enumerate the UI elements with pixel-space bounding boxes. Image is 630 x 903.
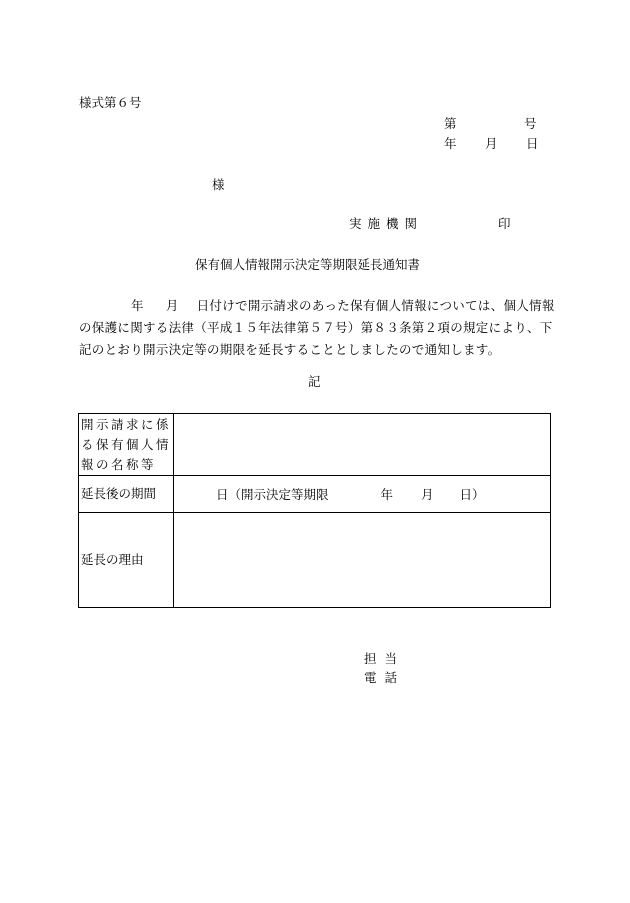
seal-label: 印 bbox=[498, 216, 511, 231]
period-end: 日） bbox=[459, 487, 485, 502]
date-year: 年 bbox=[444, 136, 457, 151]
period-year: 年 bbox=[380, 487, 394, 502]
period-month: 月 bbox=[421, 487, 434, 502]
body-year: 年 bbox=[131, 298, 144, 313]
period-value bbox=[174, 476, 551, 513]
form-number: 様式第６号 bbox=[79, 95, 142, 110]
table-row-name bbox=[79, 414, 551, 476]
doc-number-prefix: 第 bbox=[444, 116, 457, 131]
period-day: 日（開示決定等期限 bbox=[216, 487, 329, 502]
document-title: 保有個人情報開示決定等期限延長通知書 bbox=[195, 257, 421, 272]
agency-label: 実施機関 bbox=[349, 216, 424, 231]
table-row-reason bbox=[79, 513, 551, 608]
doc-number-suffix: 号 bbox=[524, 116, 537, 131]
table-row-period bbox=[79, 476, 551, 513]
body-paragraph: 日付けで開示請求のあった保有個人情報については、個人情報の保護に関する法律（平成１５年法律第５７号）第８３条第２項の規定により、下記のとおり開示決定等の期限を延長することとしましたので通知します。 bbox=[79, 298, 555, 357]
body-text bbox=[79, 295, 557, 361]
contact-phone-label: 電話 bbox=[364, 670, 406, 685]
info-table bbox=[78, 413, 551, 608]
contact-person-label: 担当 bbox=[364, 651, 406, 666]
reason-value bbox=[174, 513, 551, 608]
date-month: 月 bbox=[485, 136, 498, 151]
addressee-suffix: 様 bbox=[212, 177, 225, 192]
name-label: 開示請求に係る保有個人情報の名称等 bbox=[79, 414, 174, 476]
name-value bbox=[174, 414, 551, 476]
reason-label: 延長の理由 bbox=[79, 513, 174, 608]
period-label: 延長後の期間 bbox=[79, 476, 174, 513]
date-day: 日 bbox=[526, 136, 539, 151]
body-month: 月 bbox=[165, 298, 179, 313]
ki-heading: 記 bbox=[308, 374, 321, 389]
